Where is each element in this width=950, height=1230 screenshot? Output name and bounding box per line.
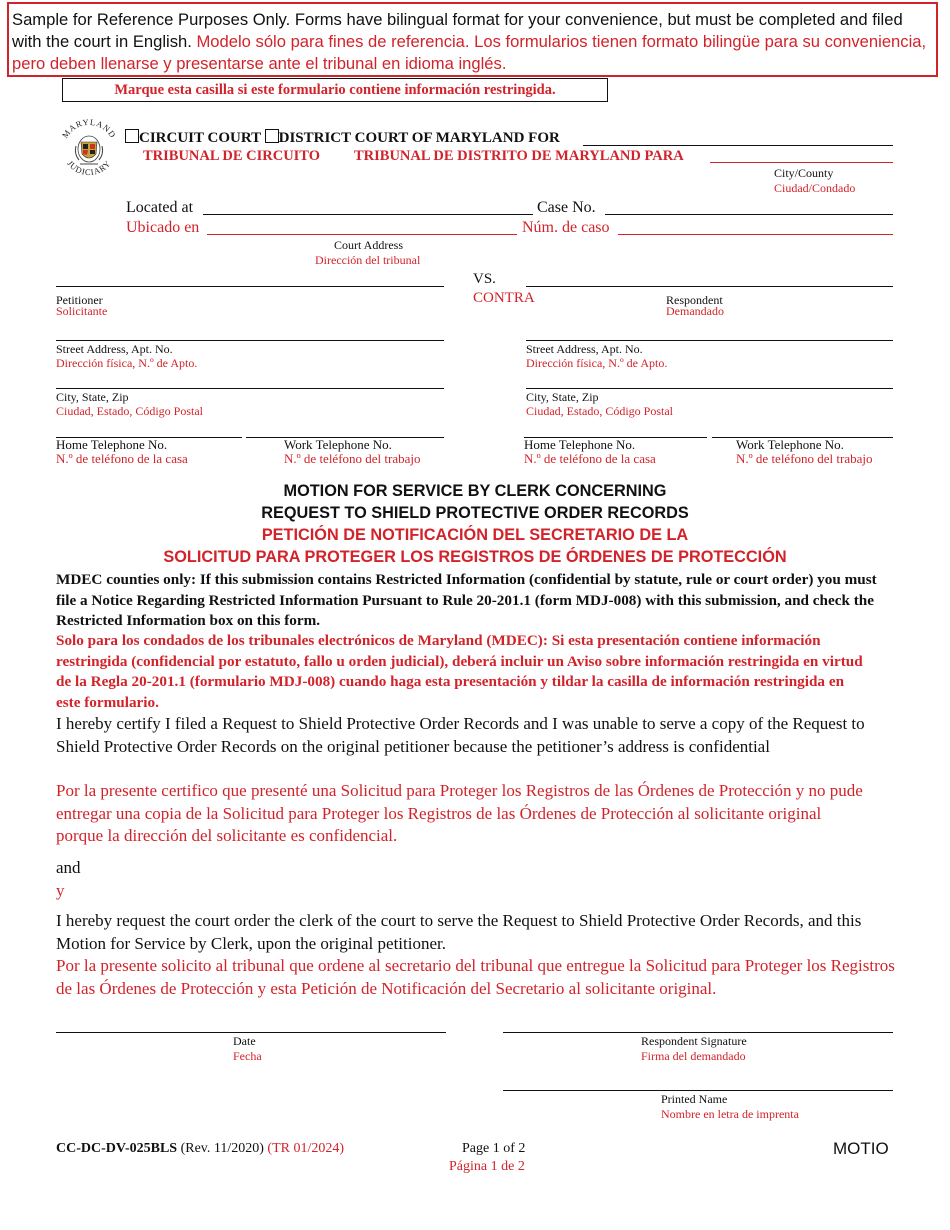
petitioner-city-input[interactable]: [56, 388, 444, 389]
petitioner-city-label: City, State, Zip: [56, 390, 129, 404]
seal-icon: [54, 112, 124, 184]
circuit-court-label-es: TRIBUNAL DE CIRCUITO: [143, 148, 320, 164]
date-label-es: Fecha: [233, 1049, 262, 1063]
respondent-city-input[interactable]: [526, 388, 893, 389]
district-court-label: DISTRICT COURT OF MARYLAND FOR: [278, 130, 560, 146]
district-court-label-es: TRIBUNAL DE DISTRITO DE MARYLAND PARA: [354, 148, 684, 164]
petitioner-home-phone-label-es: N.º de teléfono de la casa: [56, 451, 188, 466]
banner-english: Sample for Reference Purposes Only. Forms have bilingual format for your convenience, but must be completed and filed with the court in English.: [12, 10, 903, 51]
petitioner-street-input[interactable]: [56, 340, 444, 341]
court-address-line-es: [207, 234, 517, 235]
circuit-court-checkbox[interactable]: [125, 129, 139, 143]
form-title-line2-es: SOLICITUD PARA PROTEGER LOS REGISTROS DE ÓRDENES DE PROTECCIÓN: [163, 548, 787, 566]
city-county-label: City/County: [774, 166, 834, 180]
respondent-street-input[interactable]: [526, 340, 893, 341]
form-title-line2: REQUEST TO SHIELD PROTECTIVE ORDER RECORDS: [261, 504, 689, 522]
petitioner-city-label-es: Ciudad, Estado, Código Postal: [56, 404, 203, 418]
date-label: Date: [233, 1034, 256, 1048]
respondent-street-label: Street Address, Apt. No.: [526, 342, 643, 356]
respondent-signature-input[interactable]: [503, 1032, 893, 1033]
form-revision: (Rev. 11/2020): [180, 1141, 264, 1156]
certify-statement-es: Por la presente certifico que presenté una Solicitud para Proteger los Registros de las Órdenes de Protección y no pude entregar una copia de la Solicitud para Proteger los Registros de las Órdenes de Protección al solicitante original porque la dirección del solicitante es confidencial.: [56, 781, 863, 845]
respondent-city-label: City, State, Zip: [526, 390, 599, 404]
reference-banner: [7, 2, 938, 77]
district-court-checkbox[interactable]: [265, 129, 279, 143]
printed-name-label: Printed Name: [661, 1092, 728, 1106]
vs-label-es: CONTRA: [473, 290, 535, 306]
page-number: Page 1 of 2: [462, 1141, 526, 1156]
respondent-signature-label: Respondent Signature: [641, 1034, 747, 1048]
vs-label: VS.: [473, 271, 496, 287]
petitioner-street-label: Street Address, Apt. No.: [56, 342, 173, 356]
form-title-line1-es: PETICIÓN DE NOTIFICACIÓN DEL SECRETARIO DE LA: [261, 526, 689, 544]
printed-name-input[interactable]: [503, 1090, 893, 1091]
petitioner-label: Petitioner: [56, 293, 103, 307]
court-selection: [125, 129, 560, 147]
printed-name-label-es: Nombre en letra de imprenta: [661, 1107, 799, 1121]
case-number-line-es: [618, 234, 893, 235]
city-county-label-es: Ciudad/Condado: [774, 181, 856, 195]
respondent-label: Respondent: [666, 293, 723, 307]
mdec-notice: MDEC counties only: If this submission contains Restricted Information (confidential by statute, rule or court order) you must file a Notice Regarding Restricted Information Pursuant to Rule 20-201.1 (form MDJ-008) with this submission, and check the Restricted Information box on this form.: [56, 571, 877, 629]
petitioner-street-label-es: Dirección física, N.º de Apto.: [56, 356, 198, 370]
respondent-street-label-es: Dirección física, N.º de Apto.: [526, 356, 668, 370]
respondent-work-phone-label-es: N.º de teléfono del trabajo: [736, 451, 873, 466]
form-code: CC-DC-DV-025BLS: [56, 1141, 178, 1156]
court-address-label: Court Address: [334, 238, 403, 252]
mdec-notice-es: Solo para los condados de los tribunales electrónicos de Maryland (MDEC): Si esta presentación contiene información restringida (confidencial por estatuto, fallo u orden judicial), deberá incluir un Aviso sobre información restringida en virtud de la Regla 20-201.1 (formulario MDJ-008) cuando haga esta presentación y tildar la casilla de información restringida en este formulario.: [56, 632, 863, 711]
located-at-label-es: Ubicado en: [126, 219, 200, 236]
certify-statement: I hereby certify I filed a Request to Shield Protective Order Records and I was unable to serve a copy of the Request to Shield Protective Order Records on the original petitioner because the petitioner’s address is confidential: [56, 714, 865, 756]
respondent-city-label-es: Ciudad, Estado, Código Postal: [526, 404, 673, 418]
and-label-es: y: [56, 881, 65, 900]
request-statement: I hereby request the court order the clerk of the court to serve the Request to Shield Protective Order Records, and this Motion for Service by Clerk, upon the original petitioner.: [56, 911, 862, 953]
court-county-line-es: [710, 162, 893, 163]
maryland-judiciary-seal: [54, 112, 124, 184]
seal-top-text: MARYLAND: [59, 116, 119, 140]
respondent-home-phone-label-es: N.º de teléfono de la casa: [524, 451, 656, 466]
page-number-es: Página 1 de 2: [449, 1159, 525, 1174]
petitioner-home-phone-label: Home Telephone No.: [56, 437, 168, 452]
motio-label: MOTIO: [833, 1139, 889, 1158]
respondent-work-phone-label: Work Telephone No.: [736, 437, 844, 452]
case-number-input[interactable]: [605, 214, 893, 215]
and-label: and: [56, 858, 81, 877]
case-number-label-es: Núm. de caso: [522, 219, 610, 236]
form-translation-date: (TR 01/2024): [267, 1141, 345, 1156]
located-at-label: Located at: [126, 199, 194, 216]
petitioner-label-es: Solicitante: [56, 304, 108, 318]
restricted-info-checkbox[interactable]: Marque esta casilla si este formulario contiene información restringida.: [62, 78, 608, 102]
court-address-label-es: Dirección del tribunal: [315, 253, 421, 267]
date-input[interactable]: [56, 1032, 446, 1033]
respondent-signature-label-es: Firma del demandado: [641, 1049, 746, 1063]
court-address-input[interactable]: [203, 214, 533, 215]
respondent-name-input[interactable]: [526, 286, 893, 287]
respondent-label-es: Demandado: [666, 304, 724, 318]
form-number: [56, 1141, 344, 1157]
petitioner-work-phone-label: Work Telephone No.: [284, 437, 392, 452]
form-title-line1: MOTION FOR SERVICE BY CLERK CONCERNING: [283, 482, 667, 500]
court-county-line: [583, 145, 893, 146]
case-number-label: Case No.: [537, 199, 596, 216]
respondent-home-phone-label: Home Telephone No.: [524, 437, 636, 452]
seal-bottom-text: JUDICIARY: [65, 158, 113, 178]
petitioner-name-input[interactable]: [56, 286, 444, 287]
circuit-court-label: CIRCUIT COURT: [139, 130, 261, 146]
banner-spanish: Modelo sólo para fines de referencia. Los formularios tienen formato bilingüe para su conveniencia, pero deben llenarse y presentarse ante el tribunal en idioma inglés.: [12, 32, 927, 73]
request-statement-es: Por la presente solicito al tribunal que ordene al secretario del tribunal que entregue la Solicitud para Proteger los Registros de las Órdenes de Protección y esta Petición de Notificación del Secretario al solicitante original.: [56, 956, 895, 998]
petitioner-work-phone-label-es: N.º de teléfono del trabajo: [284, 451, 421, 466]
